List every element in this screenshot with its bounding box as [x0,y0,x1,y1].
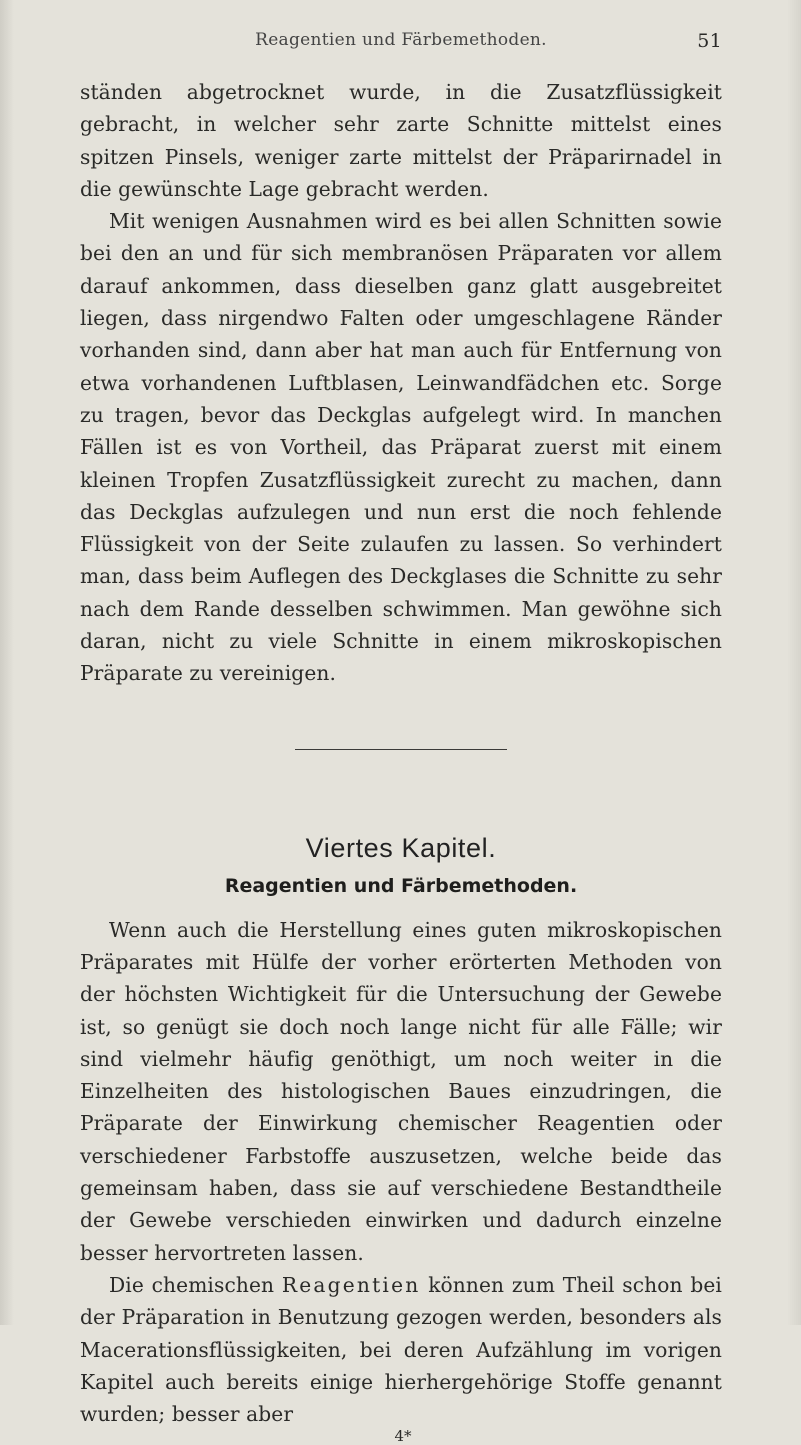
chapter-title: Viertes Kapitel. [305,832,497,863]
paragraph-text-before: Die chemischen [109,1272,275,1297]
paragraph-wenn-auch: Wenn auch die Herstellung eines guten mikroskopischen Präparates mit Hülfe der vorher erörterten Methoden von der höchsten Wichtigkeit für die Untersuchung der Gewebe ist, so genügt sie doch noch lange nicht für alle Fälle; wir sind vielmehr häufig genöthigt, um noch weiter in die Einzelheiten des histologischen Baues einzudringen, die Präparate der Einwirkung chemischer Reagentien oder verschiedener Farbstoffe auszusetzen, welche beide das gemeinsam haben, dass sie auf verschiedene Bestandtheile der Gewebe verschieden einwirken und dadurch einzelne besser hervortreten lassen. [80,917,722,1265]
section-title: Reagentien und Färbemethoden. [224,874,578,897]
running-head-title: Reagentien und Färbemethoden. [255,30,547,50]
page-edge-right [787,0,801,1325]
running-head [80,30,722,56]
page-number: 51 [697,30,722,52]
book-page [80,30,722,1445]
paragraph-mit-wenigen-ausnahmen: Mit wenigen Ausnahmen wird es bei allen Schnitten sowie bei den an und für sich membranösen Präparaten vor allem darauf ankommen, dass dieselben ganz glatt ausgebreitet liegen, dass nirgendwo Falten oder umgeschlagene Ränder vorhanden sind, dann aber hat man auch für Entfernung von etwa vorhandenen Luftblasen, Leinwandfädchen etc. Sorge zu tragen, bevor das Deckglas aufgelegt wird. In manchen Fällen ist es von Vortheil, das Präparat zuerst mit einem kleinen Tropfen Zusatzflüssigkeit zurecht zu machen, dann das Deckglas aufzulegen und nun erst die noch fehlende Flüssigkeit von der Seite zulaufen zu lassen. So verhindert man, dass beim Auflegen des Deckglases die Schnitte zu sehr nach dem Rande desselben schwimmen. Man gewöhne sich daran, nicht zu viele Schnitte in einem mikroskopischen Präparate zu vereinigen. [80,209,722,686]
page-edge-left [0,0,14,1325]
signature-mark: 4* [394,1427,412,1445]
paragraph-die-chemischen [80,1269,722,1430]
paragraph-continuation: ständen abgetrocknet wurde, in die Zusatzflüssigkeit gebracht, in welcher sehr zarte Schnitte mittelst eines spitzen Pinsels, weniger zarte mittelst der Präparirnadel in die gewünschte Lage gebracht werden. [80,80,722,201]
emphasis-reagentien: Reagentien [281,1272,421,1297]
section-divider [295,749,507,750]
paragraph-text-after: können zum Theil schon bei der Präparation in Benutzung gezogen werden, besonders als Macerationsflüssigkeiten, bei deren Aufzählung im vorigen Kapitel auch bereits einige hierhergehörige Stoffe genannt wurden; besser aber [80,1272,722,1427]
